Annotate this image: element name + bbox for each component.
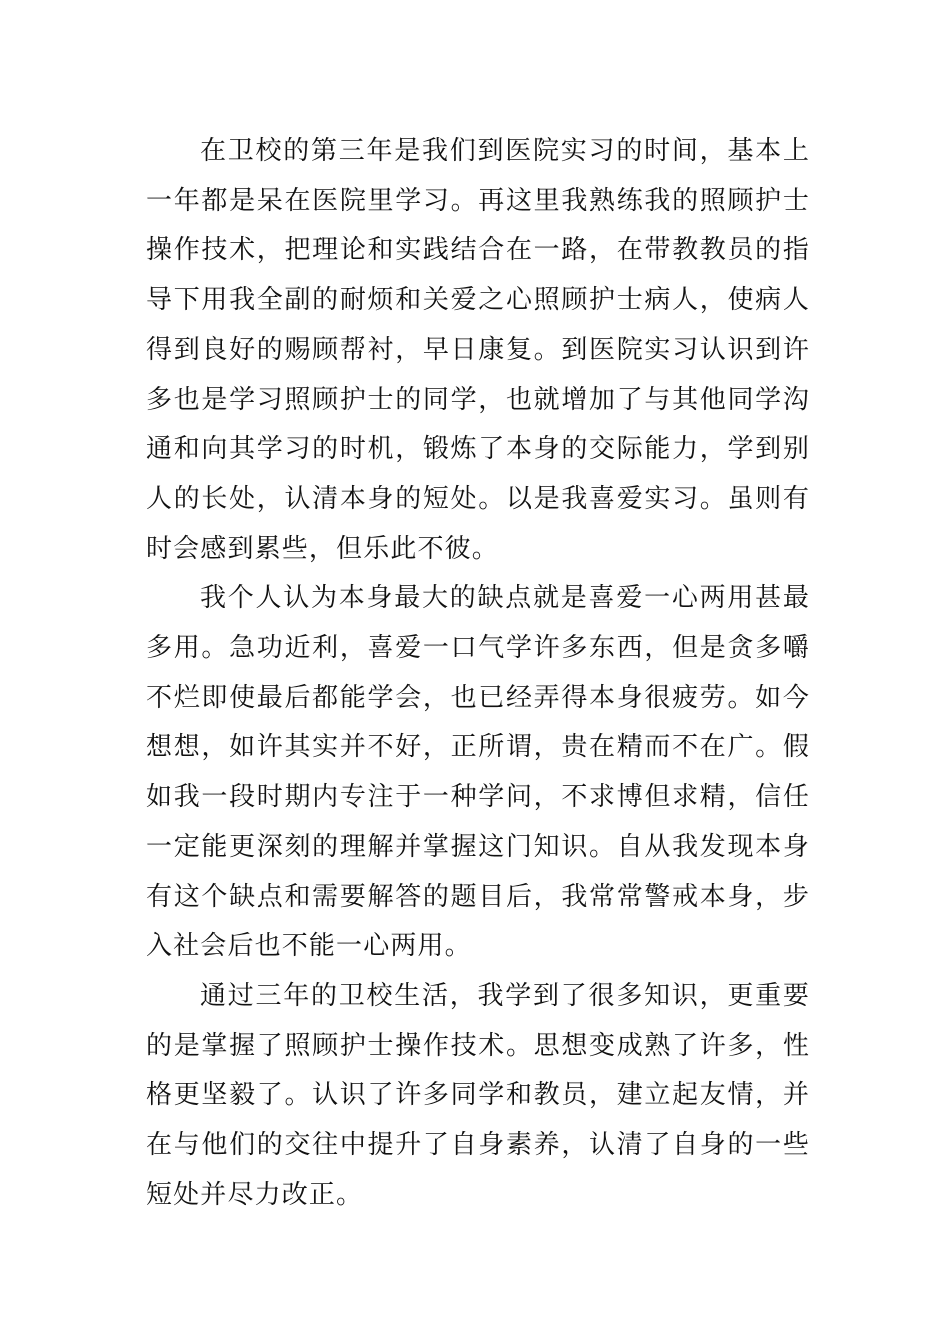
document-body [146,127,810,1220]
paragraph-internship: 在卫校的第三年是我们到医院实习的时间，基本上一年都是呆在医院里学习。再这里我熟练我的照顾护士操作技术，把理论和实践结合在一路，在带教教员的指导下用我全副的耐烦和关爱之心照顾护士病人，使病人得到良好的赐顾帮衬，早日康复。到医院实习认识到许多也是学习照顾护士的同学，也就增加了与其他同学沟通和向其学习的时机，锻炼了本身的交际能力，学到别人的长处，认清本身的短处。以是我喜爱实习。虽则有时会感到累些，但乐此不彼。 [146,136,810,564]
paragraph-shortcoming: 我个人认为本身最大的缺点就是喜爱一心两用甚最多用。急功近利，喜爱一口气学许多东西，但是贪多嚼不烂即使最后都能学会，也已经弄得本身很疲劳。如今想想，如许其实并不好，正所谓，贵在精而不在广。假如我一段时期内专注于一种学问，不求博但求精，信任一定能更深刻的理解并掌握这门知识。自从我发现本身有这个缺点和需要解答的题目后，我常常警戒本身，步入社会后也不能一心两用。 [146,583,810,962]
paragraph-summary: 通过三年的卫校生活，我学到了很多知识，更重要的是掌握了照顾护士操作技术。思想变成熟了许多，性格更坚毅了。认识了许多同学和教员，建立起友情，并在与他们的交往中提升了自身素养，认清了自身的一些短处并尽力改正。 [146,980,810,1210]
